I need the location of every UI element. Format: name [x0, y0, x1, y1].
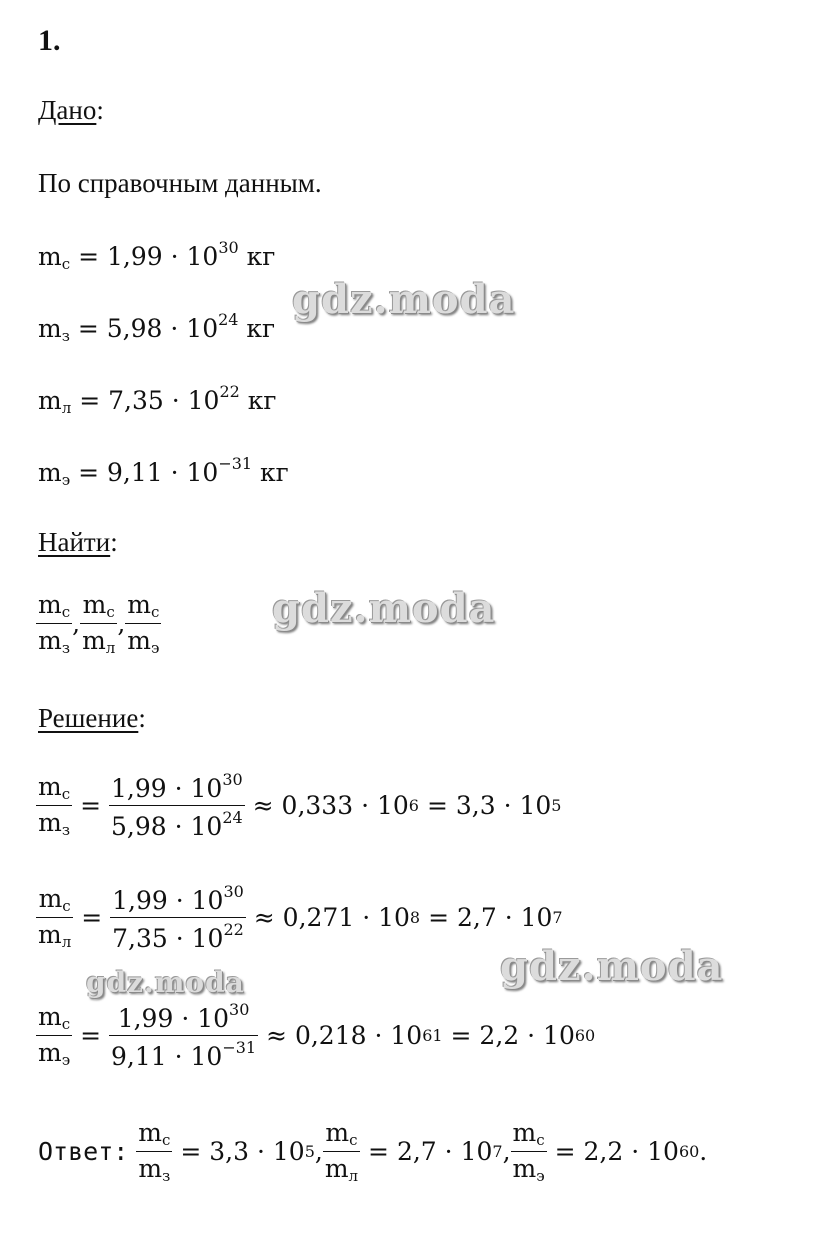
- numerator-mantissa: 1,99: [110, 774, 167, 803]
- approx-mantissa: 0,333: [281, 791, 354, 820]
- dot-operator: ·: [503, 791, 512, 820]
- given-note: По справочным данным.: [38, 168, 322, 198]
- denominator-subscript: л: [348, 1167, 359, 1185]
- mass-mantissa: 7,35: [108, 386, 164, 415]
- dot-operator: ·: [175, 886, 184, 915]
- watermark: gdz.moda: [292, 276, 516, 323]
- comma: ,: [72, 609, 81, 638]
- m-symbol: m: [127, 590, 151, 619]
- ratio-lhs: [36, 884, 73, 951]
- dot-operator: ·: [527, 1021, 536, 1050]
- dot-operator: ·: [174, 1042, 183, 1071]
- answer-ratio-1: [136, 1118, 172, 1185]
- ten-base: 10: [191, 924, 224, 953]
- mass-row-electron: [38, 454, 289, 489]
- m-symbol: m: [82, 590, 107, 619]
- result-exponent: 60: [574, 1026, 596, 1045]
- m-symbol: m: [38, 1038, 62, 1067]
- ten-base: 10: [190, 1042, 223, 1071]
- dot-operator: ·: [631, 1137, 640, 1166]
- equals-sign: =: [450, 1021, 472, 1050]
- approx-sign: ≈: [253, 903, 275, 932]
- denominator-subscript: л: [105, 639, 116, 657]
- dot-operator: ·: [174, 812, 183, 841]
- dot-operator: ·: [361, 791, 370, 820]
- ten-base: 10: [376, 791, 409, 820]
- m-symbol: m: [38, 920, 62, 949]
- equals-sign: =: [80, 1021, 102, 1050]
- ten-base: 10: [460, 1137, 493, 1166]
- equals-sign: =: [77, 314, 99, 343]
- dot-operator: ·: [181, 1004, 190, 1033]
- approx-mantissa: 0,218: [294, 1021, 367, 1050]
- dot-operator: ·: [362, 903, 371, 932]
- answer-ratio-2: [323, 1118, 360, 1185]
- denominator-subscript: э: [61, 1051, 71, 1069]
- answer-label: Ответ:: [38, 1137, 129, 1166]
- numerator-subscript: с: [62, 897, 71, 915]
- numerator-exponent: 30: [222, 770, 243, 789]
- mass-symbol: m: [38, 386, 62, 415]
- denominator-exponent: 22: [223, 920, 244, 939]
- given-heading-text: Дано: [38, 95, 97, 125]
- answer-exponent: 7: [492, 1142, 503, 1161]
- solution-step-2: [36, 882, 563, 953]
- ten-base: 10: [191, 886, 224, 915]
- equals-sign: =: [428, 903, 450, 932]
- m-symbol: m: [512, 1118, 537, 1147]
- watermark: gdz.moda: [272, 585, 496, 632]
- answer-line: [38, 1118, 707, 1185]
- numerator-subscript: с: [61, 1015, 71, 1033]
- ratio-values: [110, 882, 246, 953]
- m-symbol: m: [138, 1154, 163, 1183]
- equals-sign: =: [180, 1137, 202, 1166]
- m-symbol: m: [82, 626, 106, 655]
- mass-mantissa: 1,99: [106, 242, 163, 271]
- denominator-exponent: −31: [222, 1038, 257, 1057]
- result-exponent: 5: [551, 796, 562, 815]
- watermark: gdz.moda: [500, 943, 724, 990]
- numerator-subscript: с: [106, 603, 115, 621]
- dot-operator: ·: [170, 242, 179, 271]
- ratio-values: [109, 1000, 258, 1071]
- m-symbol: m: [512, 1154, 537, 1183]
- dot-operator: ·: [374, 1021, 383, 1050]
- approx-exponent: 61: [422, 1026, 443, 1045]
- mass-mantissa: 5,98: [106, 314, 163, 343]
- ratio-values: [109, 770, 245, 841]
- result-mantissa: 2,2: [479, 1021, 520, 1050]
- answer-exponent: 5: [304, 1142, 315, 1161]
- m-symbol: m: [325, 1118, 350, 1147]
- equals-sign: =: [554, 1137, 576, 1166]
- denominator-mantissa: 9,11: [110, 1042, 167, 1071]
- dot-operator: ·: [171, 386, 180, 415]
- numerator-subscript: с: [349, 1131, 358, 1149]
- denominator-subscript: л: [61, 933, 72, 951]
- ratio-sun-earth: [36, 590, 72, 657]
- result-mantissa: 2,7: [456, 903, 497, 932]
- comma: ,: [314, 1137, 323, 1166]
- ten-base: 10: [519, 791, 552, 820]
- ten-base: 10: [186, 314, 219, 343]
- answer-mantissa: 3,3: [209, 1137, 250, 1166]
- mass-row-sun: [38, 238, 275, 273]
- equals-sign: =: [78, 242, 100, 271]
- ten-base: 10: [520, 903, 553, 932]
- ten-base: 10: [378, 903, 410, 932]
- denominator-subscript: э: [536, 1167, 545, 1185]
- equals-sign: =: [81, 903, 103, 932]
- solution-heading-text: Решение: [38, 703, 139, 733]
- denominator-subscript: э: [151, 639, 160, 657]
- approx-exponent: 8: [409, 908, 421, 927]
- ten-base: 10: [390, 1021, 423, 1050]
- mass-exponent: 24: [218, 310, 239, 329]
- answer-mantissa: 2,2: [583, 1137, 624, 1166]
- solution-colon: :: [138, 703, 146, 733]
- watermark: gdz.moda: [86, 966, 245, 999]
- mass-unit: кг: [246, 242, 276, 271]
- mass-row-earth: [38, 310, 275, 345]
- equals-sign: =: [78, 458, 100, 487]
- find-heading-text: Найти: [38, 527, 111, 557]
- ten-base: 10: [187, 386, 220, 415]
- ten-base: 10: [186, 458, 219, 487]
- ten-base: 10: [190, 812, 223, 841]
- solution-heading: [38, 703, 146, 734]
- equals-sign: =: [80, 791, 102, 820]
- dot-operator: ·: [170, 458, 179, 487]
- mass-unit: кг: [246, 314, 276, 343]
- m-symbol: m: [324, 1154, 349, 1183]
- m-symbol: m: [127, 626, 151, 655]
- problem-number: 1.: [38, 24, 61, 57]
- ratio-sun-moon: [80, 590, 117, 657]
- dot-operator: ·: [175, 924, 184, 953]
- mass-exponent: −31: [218, 454, 253, 473]
- dot-operator: ·: [174, 774, 183, 803]
- mass-unit: кг: [260, 458, 289, 487]
- ten-base: 10: [543, 1021, 575, 1050]
- result-exponent: 7: [552, 908, 563, 927]
- find-heading: [38, 527, 118, 558]
- mass-symbol: m: [38, 242, 62, 271]
- equals-sign: =: [79, 386, 101, 415]
- m-symbol: m: [38, 1002, 62, 1031]
- ten-base: 10: [647, 1137, 679, 1166]
- comma: ,: [502, 1137, 511, 1166]
- m-symbol: m: [38, 772, 62, 801]
- ratio-lhs: [36, 1002, 72, 1069]
- mass-exponent: 22: [219, 382, 240, 401]
- answer-exponent: 60: [678, 1142, 700, 1161]
- solution-step-1: [36, 770, 561, 841]
- mass-mantissa: 9,11: [106, 458, 163, 487]
- result-mantissa: 3,3: [455, 791, 496, 820]
- numerator-exponent: 30: [229, 1000, 250, 1019]
- ten-base: 10: [197, 1004, 230, 1033]
- period: .: [699, 1137, 708, 1166]
- numerator-subscript: с: [61, 603, 71, 621]
- ten-base: 10: [272, 1137, 305, 1166]
- denominator-subscript: з: [162, 1167, 171, 1185]
- equals-sign: =: [426, 791, 448, 820]
- denominator-subscript: з: [61, 821, 71, 839]
- find-ratios: [36, 590, 161, 657]
- mass-subscript: с: [61, 255, 71, 273]
- answer-mantissa: 2,7: [396, 1137, 437, 1166]
- denominator-subscript: з: [61, 639, 71, 657]
- mass-subscript: э: [61, 471, 71, 489]
- dot-operator: ·: [504, 903, 513, 932]
- dot-operator: ·: [444, 1137, 453, 1166]
- numerator-subscript: с: [151, 603, 160, 621]
- numerator-subscript: с: [61, 785, 71, 803]
- ratio-sun-electron: [125, 590, 161, 657]
- numerator-exponent: 30: [223, 882, 244, 901]
- solution-step-3: [36, 1000, 595, 1071]
- ten-base: 10: [186, 242, 219, 271]
- mass-symbol: m: [38, 458, 62, 487]
- dot-operator: ·: [256, 1137, 265, 1166]
- dot-operator: ·: [170, 314, 179, 343]
- approx-sign: ≈: [266, 1021, 287, 1050]
- denominator-exponent: 24: [222, 808, 243, 827]
- mass-exponent: 30: [218, 238, 239, 257]
- mass-unit: кг: [247, 386, 277, 415]
- numerator-subscript: с: [161, 1131, 171, 1149]
- denominator-mantissa: 7,35: [112, 924, 168, 953]
- equals-sign: =: [368, 1137, 389, 1166]
- m-symbol: m: [38, 884, 63, 913]
- comma: ,: [117, 609, 126, 638]
- numerator-mantissa: 1,99: [112, 886, 168, 915]
- approx-mantissa: 0,271: [282, 903, 355, 932]
- approx-sign: ≈: [252, 791, 274, 820]
- mass-subscript: л: [61, 399, 72, 417]
- find-colon: :: [110, 527, 118, 557]
- given-colon: :: [96, 95, 104, 125]
- mass-symbol: m: [38, 314, 62, 343]
- denominator-mantissa: 5,98: [110, 812, 167, 841]
- numerator-subscript: с: [536, 1131, 545, 1149]
- mass-subscript: з: [61, 327, 70, 345]
- mass-row-moon: [38, 382, 277, 417]
- numerator-mantissa: 1,99: [117, 1004, 174, 1033]
- ratio-lhs: [36, 772, 72, 839]
- ten-base: 10: [190, 774, 223, 803]
- m-symbol: m: [38, 626, 62, 655]
- given-heading: [38, 95, 104, 126]
- answer-ratio-3: [511, 1118, 547, 1185]
- m-symbol: m: [38, 808, 62, 837]
- m-symbol: m: [38, 590, 62, 619]
- approx-exponent: 6: [408, 796, 419, 815]
- m-symbol: m: [138, 1118, 162, 1147]
